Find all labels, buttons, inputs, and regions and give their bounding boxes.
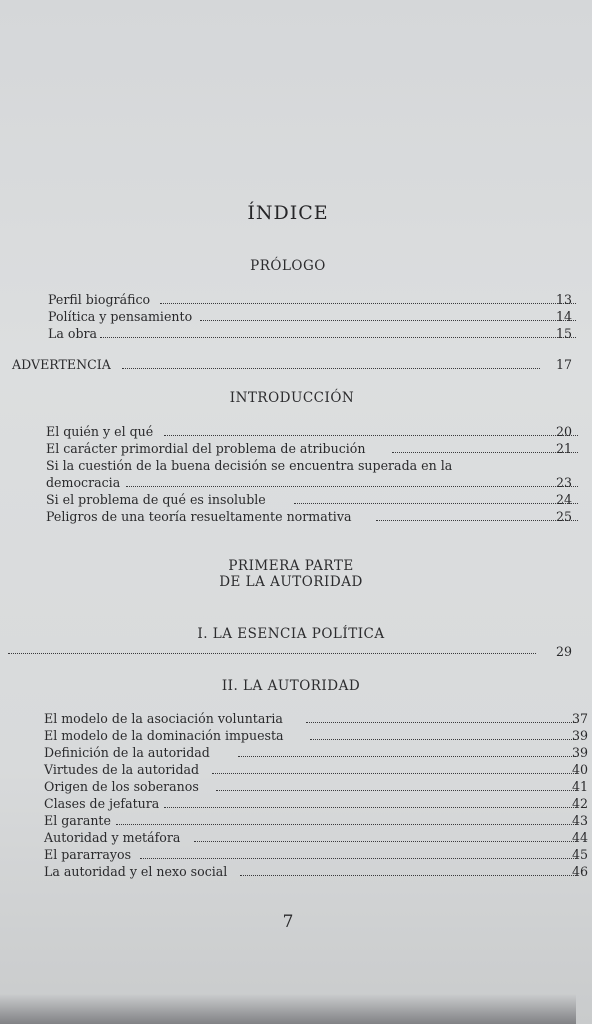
toc-entry-page: 39 xyxy=(571,745,588,760)
toc-entry xyxy=(48,326,576,343)
part-heading-line1: PRIMERA PARTE xyxy=(228,558,354,574)
toc-entry-label: Clases de jefatura xyxy=(44,796,160,811)
toc-entry-label: El modelo de la asociación voluntaria xyxy=(44,711,283,726)
toc-entry xyxy=(46,424,576,441)
chapter1-heading: I. LA ESENCIA POLÍTICA xyxy=(197,626,385,642)
toc-entry-page: 14 xyxy=(555,309,572,324)
toc-entry-page: 40 xyxy=(571,762,588,777)
toc-entry xyxy=(44,813,588,830)
toc-entry-page: 42 xyxy=(571,796,588,811)
toc-entry-label: La autoridad y el nexo social xyxy=(44,864,228,879)
leader-dots xyxy=(116,824,576,825)
leader-dots xyxy=(238,756,576,757)
toc-entry xyxy=(44,745,588,762)
toc-entry-label: Virtudes de la autoridad xyxy=(44,762,200,777)
toc-entry-page: 13 xyxy=(555,292,572,307)
toc-entry-label: Definición de la autoridad xyxy=(44,745,210,760)
toc-entry-label: Perfil biográfico xyxy=(48,292,151,307)
leader-dots xyxy=(310,739,576,740)
leader-dots xyxy=(164,435,578,436)
toc-entry xyxy=(48,292,576,309)
toc-entry-label: Si el problema de qué es insoluble xyxy=(46,492,266,507)
toc-entry-advertencia xyxy=(12,357,576,374)
toc-entry-page: 17 xyxy=(555,357,572,372)
toc-entry-label: El carácter primordial del problema de atribución xyxy=(46,441,366,456)
toc-entry xyxy=(44,779,588,796)
toc-entry xyxy=(46,475,576,492)
toc-entry-page: 39 xyxy=(571,728,588,743)
chapter2-heading: II. LA AUTORIDAD xyxy=(221,678,361,694)
toc-entry-label: Peligros de una teoría resueltamente normativa xyxy=(46,509,352,524)
introduccion-heading: INTRODUCCIÓN xyxy=(229,390,355,406)
toc-entry-page: 24 xyxy=(555,492,572,507)
leader-dots xyxy=(164,807,576,808)
toc-entry-page: 15 xyxy=(555,326,572,341)
leader-dots xyxy=(212,773,576,774)
toc-entry-continued: Si la cuestión de la buena decisión se encuentra superada en la xyxy=(46,458,453,473)
toc-entry-page: 23 xyxy=(555,475,572,490)
toc-entry-page: 45 xyxy=(571,847,588,862)
toc-entry-page: 46 xyxy=(571,864,588,879)
toc-entry-label: Autoridad y metáfora xyxy=(44,830,181,845)
toc-entry-page: 44 xyxy=(571,830,588,845)
toc-entry xyxy=(46,509,576,526)
page-number: 7 xyxy=(282,912,294,932)
toc-entry xyxy=(44,728,588,745)
toc-entry-label: El pararrayos xyxy=(44,847,132,862)
leader-dots xyxy=(122,368,540,369)
leader-dots xyxy=(8,653,536,654)
prologo-heading: PRÓLOGO xyxy=(250,258,326,274)
toc-entry xyxy=(44,796,588,813)
leader-dots xyxy=(100,337,576,338)
toc-entry-label: democracia xyxy=(46,475,121,490)
leader-dots xyxy=(140,858,576,859)
toc-entry-label: El modelo de la dominación impuesta xyxy=(44,728,284,743)
toc-entry xyxy=(44,830,588,847)
toc-entry-label: Política y pensamiento xyxy=(48,309,193,324)
toc-entry xyxy=(44,762,588,779)
leader-dots xyxy=(200,320,576,321)
toc-entry-label: ADVERTENCIA xyxy=(12,357,111,372)
leader-dots xyxy=(216,790,576,791)
toc-entry-label: El quién y el qué xyxy=(46,424,154,439)
leader-dots xyxy=(194,841,576,842)
leader-dots xyxy=(126,486,578,487)
toc-entry-page: 21 xyxy=(555,441,572,456)
toc-entry xyxy=(44,847,588,864)
toc-entry xyxy=(44,864,588,881)
bottom-shadow xyxy=(0,994,576,1024)
toc-entry xyxy=(48,309,576,326)
leader-dots xyxy=(160,303,576,304)
chapter1-page: 29 xyxy=(556,644,573,659)
toc-entry xyxy=(46,441,576,458)
toc-entry-page: 37 xyxy=(571,711,588,726)
toc-entry-label: La obra xyxy=(48,326,98,341)
toc-entry-page: 25 xyxy=(555,509,572,524)
toc-entry xyxy=(44,711,588,728)
toc-entry-page: 20 xyxy=(555,424,572,439)
leader-dots xyxy=(306,722,576,723)
leader-dots xyxy=(240,875,576,876)
index-title: ÍNDICE xyxy=(247,202,329,224)
toc-entry xyxy=(46,492,576,509)
toc-entry-label: El garante xyxy=(44,813,111,828)
part-heading-line2: DE LA AUTORIDAD xyxy=(219,574,363,590)
toc-entry-label: Origen de los soberanos xyxy=(44,779,199,794)
toc-entry-page: 41 xyxy=(571,779,588,794)
toc-entry-page: 43 xyxy=(571,813,588,828)
